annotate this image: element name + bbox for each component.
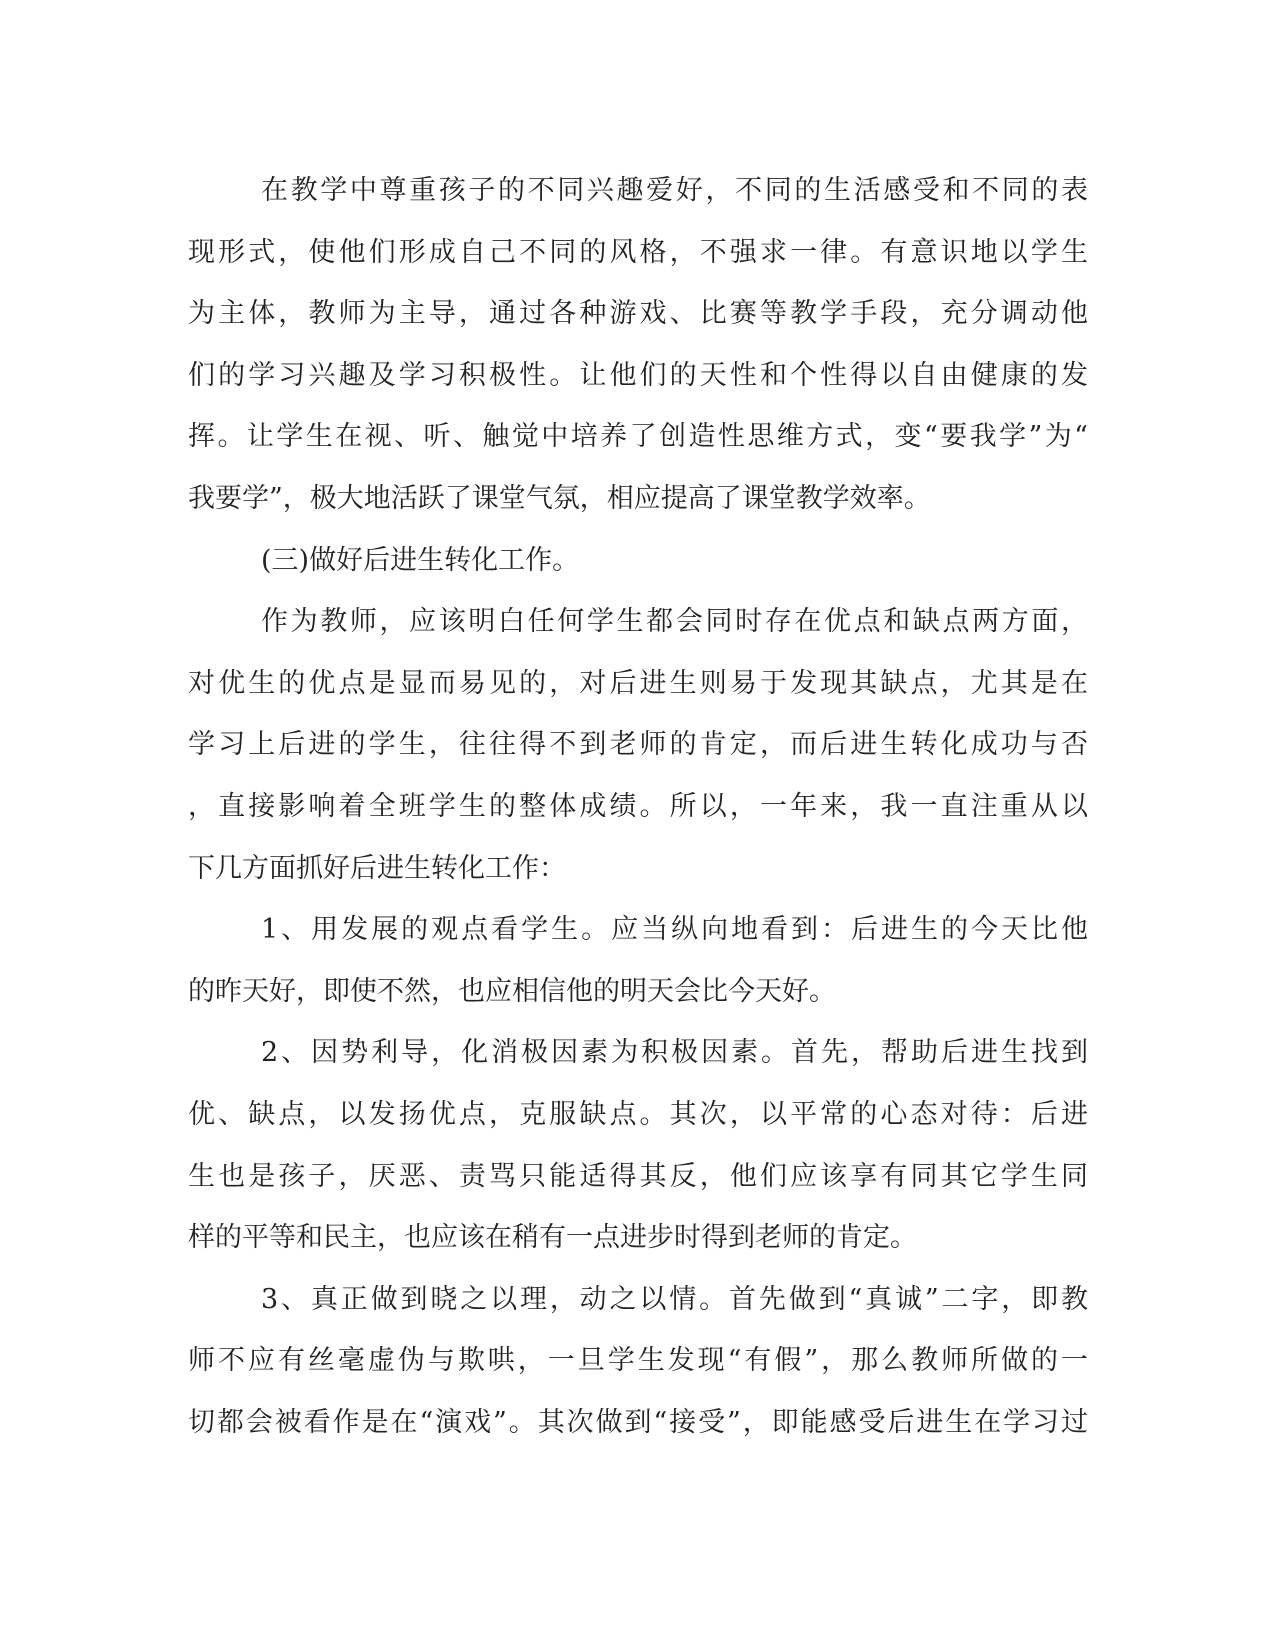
text-line: ，直接影响着全班学生的整体成绩。所以，一年来，我一直注重从以	[188, 790, 1088, 822]
text-line: 下几方面抓好后进生转化工作：	[188, 852, 566, 884]
text-line: 优、缺点，以发扬优点，克服缺点。其次，以平常的心态对待：后进	[188, 1098, 1088, 1130]
text-line: (三)做好后进生转化工作。	[261, 544, 580, 576]
text-line: 们的学习兴趣及学习积极性。让他们的天性和个性得以自由健康的发	[188, 359, 1088, 391]
text-line: 2、因势利导，化消极因素为积极因素。首先，帮助后进生找到	[261, 1037, 1088, 1069]
text-line: 的昨天好，即使不然，也应相信他的明天会比今天好。	[188, 975, 836, 1007]
text-line: 我要学”，极大地活跃了课堂气氛，相应提高了课堂教学效率。	[188, 482, 931, 514]
text-line: 切都会被看作是在“演戏”。其次做到“接受”，即能感受后进生在学习过	[188, 1406, 1088, 1438]
text-line: 师不应有丝毫虚伪与欺哄，一旦学生发现“有假”，那么教师所做的一	[188, 1345, 1088, 1377]
text-line: 在教学中尊重孩子的不同兴趣爱好，不同的生活感受和不同的表	[261, 175, 1088, 206]
text-line: 学习上后进的学生，往往得不到老师的肯定，而后进生转化成功与否	[188, 729, 1088, 761]
text-line: 作为教师，应该明白任何学生都会同时存在优点和缺点两方面，	[261, 606, 1088, 638]
text-line: 样的平等和民主，也应该在稍有一点进步时得到老师的肯定。	[188, 1222, 917, 1254]
text-line: 3、真正做到晓之以理，动之以情。首先做到“真诚”二字，即教	[261, 1283, 1088, 1315]
text-line: 为主体，教师为主导，通过各种游戏、比赛等教学手段，充分调动他	[188, 298, 1088, 330]
text-line: 现形式，使他们形成自己不同的风格，不强求一律。有意识地以学生	[188, 236, 1088, 268]
text-line: 1、用发展的观点看学生。应当纵向地看到：后进生的今天比他	[261, 914, 1088, 946]
text-line: 生也是孩子，厌恶、责骂只能适得其反，他们应该享有同其它学生同	[188, 1160, 1088, 1192]
document-body	[188, 160, 1088, 1453]
text-line: 对优生的优点是显而易见的，对后进生则易于发现其缺点，尤其是在	[188, 667, 1088, 699]
text-line: 挥。让学生在视、听、触觉中培养了创造性思维方式，变“要我学”为“	[188, 421, 1088, 453]
